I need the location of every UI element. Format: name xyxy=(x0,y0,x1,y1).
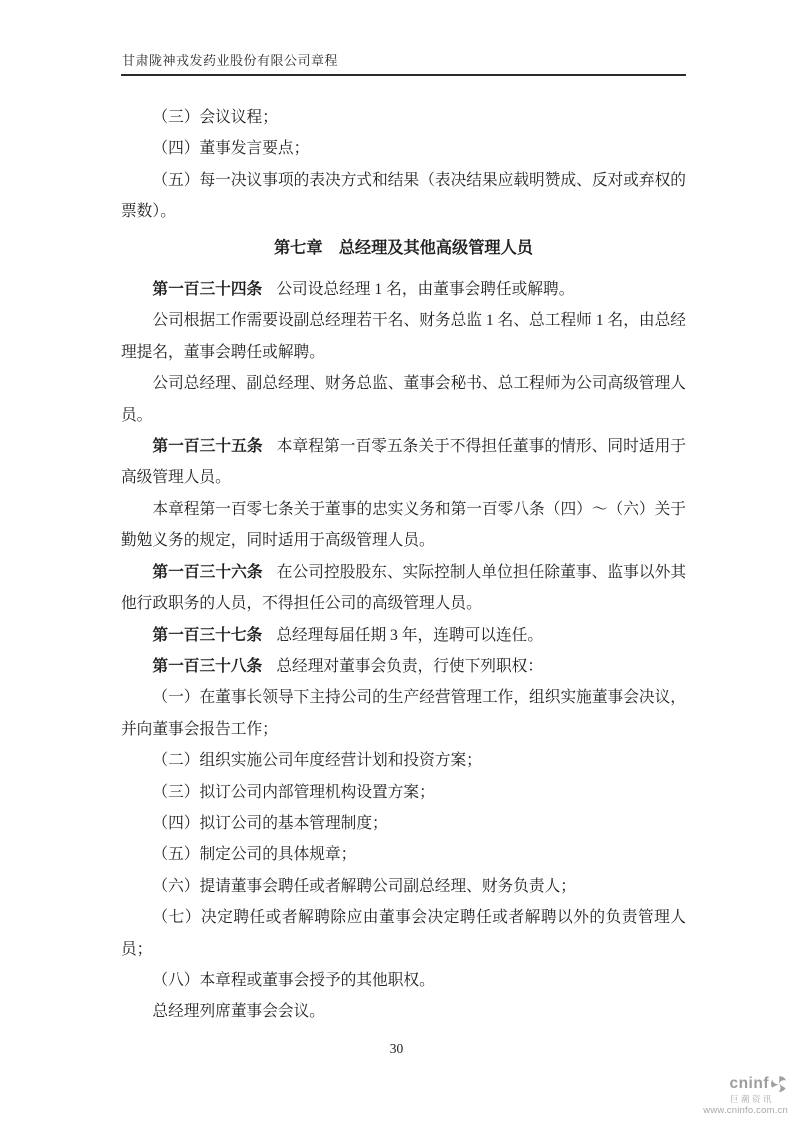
article-number: 第一百三十八条 xyxy=(152,657,263,675)
list-item: （三）会议议程； xyxy=(152,109,278,126)
article-text: 在公司控股股东、实际控制人单位担任除董事、监事以外其他行政职务的人员，不得担任公司的高级管理人员。 xyxy=(121,563,687,613)
article-paragraph xyxy=(121,274,686,305)
article-number: 第一百三十四条 xyxy=(152,281,263,299)
article-paragraph xyxy=(121,431,686,494)
article-text: 总经理对董事会负责，行使下列职权： xyxy=(276,657,544,675)
list-item: （七）决定聘任或者解聘除应由董事会决定聘任或者解聘以外的负责管理人员； xyxy=(121,909,686,958)
cninfo-logo xyxy=(703,1075,788,1115)
chapter-heading: 第七章 总经理及其他高级管理人员 xyxy=(274,238,533,257)
closing-paragraph: 总经理列席董事会会议。 xyxy=(152,1003,325,1021)
page-number: 30 xyxy=(389,1041,404,1056)
document-title: 甘肃陇神戎发药业股份有限公司章程 xyxy=(122,53,339,68)
article-paragraph xyxy=(121,557,686,620)
article-text: 总经理每届任期 3 年，连聘可以连任。 xyxy=(276,626,544,644)
article-paragraph xyxy=(121,620,686,651)
body-paragraph: 公司根据工作需要设副总经理若干名、财务总监 1 名、总工程师 1 名，由总经理提名，董事会聘任或解聘。 xyxy=(121,312,686,361)
cninfo-brand-row xyxy=(703,1075,788,1093)
cninfo-url: www.cninfo.com.cn xyxy=(703,1104,788,1116)
article-number: 第一百三十七条 xyxy=(152,626,263,644)
list-item: （四）拟订公司的基本管理制度； xyxy=(152,814,388,832)
cninfo-brand-text: cninf xyxy=(729,1075,769,1093)
list-item: （一）在董事长领导下主持公司的生产经营管理工作，组织实施董事会决议，并向董事会报告工作； xyxy=(121,689,686,738)
list-item: （五）每一决议事项的表决方式和结果（表决结果应载明赞成、反对或弃权的票数）。 xyxy=(121,171,686,221)
list-item: （六）提请董事会聘任或者解聘公司副总经理、财务负责人； xyxy=(152,877,576,895)
list-item: （八）本章程或董事会授予的其他职权。 xyxy=(152,971,435,989)
list-item: （五）制定公司的具体规章； xyxy=(152,846,357,864)
article-paragraph xyxy=(121,651,686,682)
list-item: （三）拟订公司内部管理机构设置方案； xyxy=(152,783,435,801)
list-item: （二）组织实施公司年度经营计划和投资方案； xyxy=(152,752,482,770)
cninfo-swirl-icon xyxy=(770,1075,788,1093)
article-text: 本章程第一百零五条关于不得担任董事的情形、同时适用于高级管理人员。 xyxy=(121,438,687,487)
document-body xyxy=(121,102,686,1028)
article-number: 第一百三十五条 xyxy=(152,438,263,456)
article-number: 第一百三十六条 xyxy=(152,563,263,581)
article-text: 公司设总经理 1 名，由董事会聘任或解聘。 xyxy=(276,281,575,299)
body-paragraph: 公司总经理、副总经理、财务总监、董事会秘书、总工程师为公司高级管理人员。 xyxy=(121,375,686,424)
list-item: （四）董事发言要点； xyxy=(152,140,310,158)
page-header xyxy=(121,0,686,76)
cninfo-chinese-name: 巨潮资讯 xyxy=(729,1094,774,1104)
body-paragraph: 本章程第一百零七条关于董事的忠实义务和第一百零八条（四）～（六）关于勤勉义务的规定，同时适用于高级管理人员。 xyxy=(121,500,686,550)
